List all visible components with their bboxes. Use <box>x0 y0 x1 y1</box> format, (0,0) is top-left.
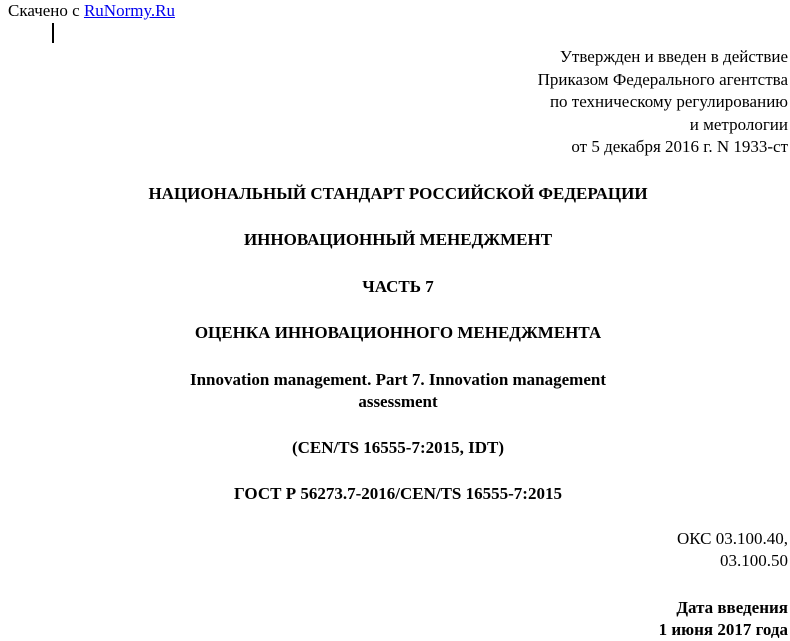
gost-number: ГОСТ Р 56273.7-2016/CEN/TS 16555-7:2015 <box>234 484 562 503</box>
approval-line: по техническому регулированию <box>549 92 788 112</box>
source-link[interactable]: RuNormy.Ru <box>83 1 175 20</box>
standard-title: ИННОВАЦИОННЫЙ МЕНЕДЖМЕНТ <box>243 230 553 249</box>
text-cursor <box>52 23 54 43</box>
cen-reference: (CEN/TS 16555-7:2015, IDT) <box>291 438 505 457</box>
introduction-date: 1 июня 2017 года <box>658 620 788 639</box>
source-prefix: Скачено с <box>8 1 84 20</box>
introduction-date-block <box>659 597 788 641</box>
part-number: ЧАСТЬ 7 <box>362 277 434 296</box>
national-standard-heading: НАЦИОНАЛЬНЫЙ СТАНДАРТ РОССИЙСКОЙ ФЕДЕРАЦИИ <box>148 184 648 203</box>
english-title-line: assessment <box>358 392 438 411</box>
oks-codes <box>677 528 788 572</box>
oks-line: ОКС 03.100.40, <box>676 529 788 548</box>
approval-line: Приказом Федерального агентства <box>537 69 788 89</box>
oks-line: 03.100.50 <box>720 551 788 570</box>
introduction-label: Дата введения <box>676 598 788 617</box>
english-title-line: Innovation management. Part 7. Innovation management <box>189 370 607 389</box>
english-title <box>0 369 790 413</box>
approval-line: Утвержден и введен в действие <box>559 47 788 66</box>
approval-block <box>368 46 788 159</box>
source-line <box>8 1 175 21</box>
standard-subtitle: ОЦЕНКА ИННОВАЦИОННОГО МЕНЕДЖМЕНТА <box>194 323 602 342</box>
approval-line: и метрологии <box>689 114 788 134</box>
approval-line: от 5 декабря 2016 г. N 1933-ст <box>571 137 788 157</box>
